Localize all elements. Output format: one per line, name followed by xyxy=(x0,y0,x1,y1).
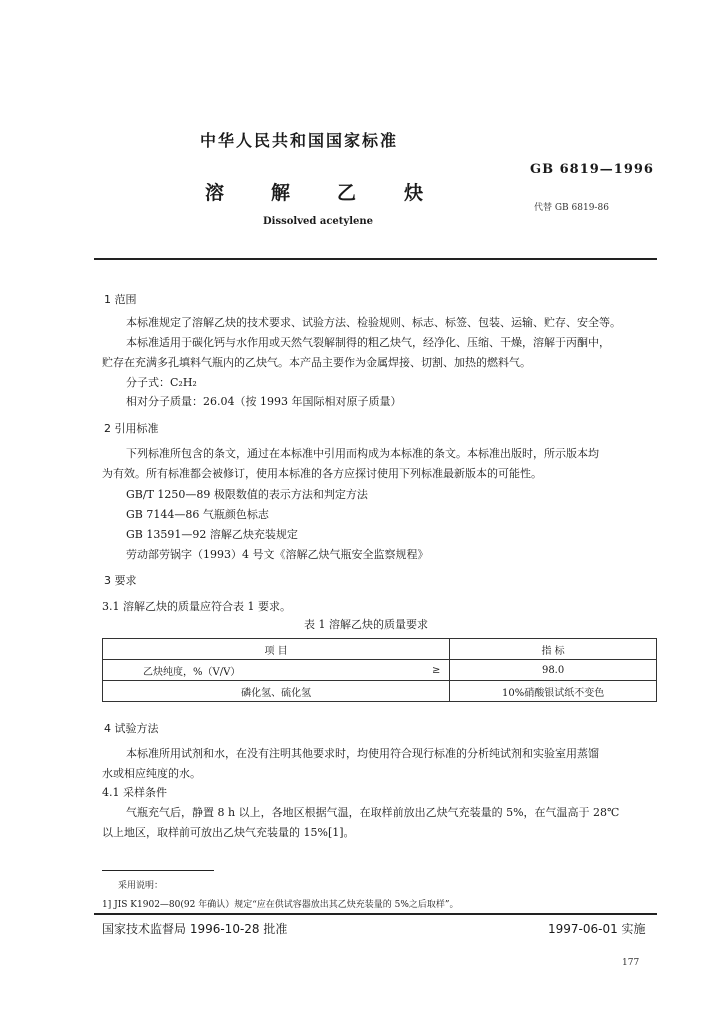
section-4-1-heading: 4.1 采样条件 xyxy=(102,786,167,799)
section-4-paragraph-b: 水或相应纯度的水。 xyxy=(102,767,201,780)
table-caption: 表 1 溶解乙炔的质量要求 xyxy=(304,618,428,631)
section-2-heading: 2 引用标准 xyxy=(104,422,159,435)
header-rule xyxy=(94,258,657,260)
section-1-formula: 分子式：C₂H₂ xyxy=(126,376,197,389)
quality-requirements-table xyxy=(102,638,657,702)
title-char-3: 乙 xyxy=(337,182,357,204)
standard-org-title: 中华人民共和国国家标准 xyxy=(200,131,399,150)
section-2-paragraph-a: 下列标准所包含的条文，通过在本标准中引用而构成为本标准的条文。本标准出版时，所示版本均 xyxy=(126,447,599,460)
section-1-paragraph-1: 本标准规定了溶解乙炔的技术要求、试验方法、检验规则、标志、标签、包装、运输、贮存、安全等。 xyxy=(126,316,621,329)
replaces-standard: 代替 GB 6819-86 xyxy=(534,203,609,213)
section-1-paragraph-2a: 本标准适用于碳化钙与水作用或天然气裂解制得的粗乙炔气，经净化、压缩、干燥，溶解于丙酮中， xyxy=(126,336,610,349)
reference-item: 劳动部劳锅字（1993）4 号文《溶解乙炔气瓶安全监察规程》 xyxy=(126,548,429,561)
section-4-heading: 4 试验方法 xyxy=(104,722,159,735)
footnote-text: 1] JIS K1902—80(92 年确认）规定“应在供试容器放出其乙炔充装量的 5%之后取样”。 xyxy=(102,900,459,910)
table-cell-value: 98.0 xyxy=(450,660,657,681)
title-char-4: 炔 xyxy=(404,182,424,204)
table-header-index: 指 标 xyxy=(450,639,657,660)
table-row xyxy=(103,660,657,681)
section-3-heading: 3 要求 xyxy=(104,574,137,587)
title-char-2: 解 xyxy=(271,182,291,204)
table-header-row xyxy=(103,639,657,660)
reference-item: GB 13591—92 溶解乙炔充装规定 xyxy=(126,528,298,541)
footer-rule xyxy=(94,913,657,915)
title-char-1: 溶 xyxy=(205,182,225,204)
reference-item: GB/T 1250—89 极限数值的表示方法和判定方法 xyxy=(126,488,368,501)
table-row xyxy=(103,681,657,702)
footnote-rule xyxy=(102,870,214,871)
section-1-heading: 1 范围 xyxy=(104,293,137,306)
reference-item: GB 7144—86 气瓶颜色标志 xyxy=(126,508,269,521)
table-cell-item: 磷化氢、硫化氢 xyxy=(103,681,450,702)
footnote-label: 采用说明： xyxy=(118,881,164,891)
page-number: 177 xyxy=(622,958,640,968)
issue-date: 国家技术监督局 1996-10-28 批准 xyxy=(102,922,288,936)
standard-number: GB 6819—1996 xyxy=(530,162,654,177)
table-cell-operator: ≥ xyxy=(423,660,450,681)
section-4-1-paragraph-a: 气瓶充气后，静置 8 h 以上，各地区根据气温，在取样前放出乙炔气充装量的 5%，在气温高于 28℃ xyxy=(126,806,620,819)
table-header-item: 项 目 xyxy=(103,639,450,660)
table-cell-item: 乙炔纯度，%（V/V） xyxy=(103,660,424,681)
section-3-1-text: 3.1 溶解乙炔的质量应符合表 1 要求。 xyxy=(102,600,291,613)
title-english: Dissolved acetylene xyxy=(263,216,373,227)
section-1-molecular-mass: 相对分子质量：26.04（按 1993 年国际相对原子质量） xyxy=(126,395,402,408)
table-cell-value: 10%硝酸银试纸不变色 xyxy=(450,681,657,702)
section-1-paragraph-2b: 贮存在充满多孔填料气瓶内的乙炔气。本产品主要作为金属焊接、切割、加热的燃料气。 xyxy=(102,356,531,369)
effective-date: 1997-06-01 实施 xyxy=(548,922,646,936)
section-4-1-paragraph-b: 以上地区，取样前可放出乙炔气充装量的 15%[1]。 xyxy=(102,826,355,839)
section-4-paragraph-a: 本标准所用试剂和水，在没有注明其他要求时，均使用符合现行标准的分析纯试剂和实验室用蒸馏 xyxy=(126,747,599,760)
section-2-paragraph-b: 为有效。所有标准都会被修订，使用本标准的各方应探讨使用下列标准最新版本的可能性。 xyxy=(102,467,542,480)
